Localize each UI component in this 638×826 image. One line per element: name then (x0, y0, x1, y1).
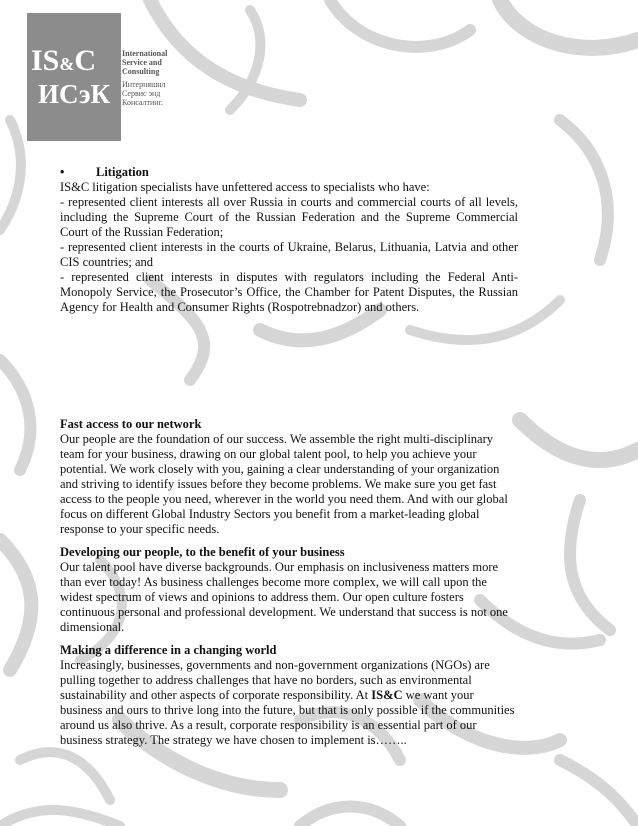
section-body-network: Our people are the foundation of our success. We assemble the right multi-disciplinary team for your business, drawing on our global talent pool, to help you achieve your potential. We work closely with you, gaining a clear understanding of your organization and striving to identify issues before they become problems. We make sure you get fast access to the people you need, wherever in the world you need them. And with our global focus on different Global Industry Sectors you benefit from a market-leading global response to your specific needs. (60, 432, 508, 536)
logo-latin-main: IS (31, 44, 60, 77)
logo-en-line: Service and (122, 58, 162, 67)
section-body-changing-world (60, 658, 518, 748)
logo-latin-end: C (74, 44, 97, 77)
body-text: we want your business and ours to thrive long into the future, but that is only possible if the communities around us also thrive. As a result, corporate responsibility is an essential part of our business strategy. The strategy we have chosen to implement is…….. (60, 688, 515, 747)
company-logo-block (27, 13, 121, 141)
logo-ru-line: Интерняшнл (122, 80, 166, 89)
logo-ru-lines (122, 80, 167, 107)
logo-latin-amp: & (59, 54, 75, 74)
logo-ru-line: Сервис энд (122, 89, 161, 98)
logo-en-line: International (122, 49, 168, 58)
logo-latin-mark (31, 46, 96, 79)
section-title-network: Fast access to our network (60, 417, 202, 431)
bullet-icon: • (60, 165, 65, 179)
logo-en-line: Consulting (122, 67, 160, 76)
section-title-people: Developing our people, to the benefit of your business (60, 545, 345, 559)
litigation-item: - represented client interests in the courts of Ukraine, Belarus, Lithuania, Latvia and other CIS countries; and (60, 240, 518, 269)
litigation-item: - represented client interests in disputes with regulators including the Federal Anti-Monopoly Service, the Prosecutor’s Office, the Chamber for Patent Disputes, the Russian Agency for Health and Consumer Rights (Rospotrebnadzor) and others. (60, 270, 518, 314)
body-text: Increasingly, businesses, governments and non-government organizations (NGOs) are pulling together to address challenges that have no borders, such as environmental sustainability and other aspects of corporate responsibility. At (60, 658, 490, 702)
litigation-item: - represented client interests all over Russia in courts and commercial courts of all levels, including the Supreme Court of the Russian Federation and the Supreme Commercial Court of the Russian Federation; (60, 195, 518, 239)
litigation-intro: IS&C litigation specialists have unfettered access to specialists who have: (60, 180, 430, 194)
document-body (60, 165, 518, 748)
section-body-people: Our talent pool have diverse backgrounds. Our emphasis on inclusiveness matters more than ever today! As business challenges become more complex, we will call upon the widest spectrum of views and opinions to address them. Our open culture fosters continuous personal and professional development. We understand that success is not one dimensional. (60, 560, 508, 634)
logo-cyrillic-mark: ИСэК (38, 79, 111, 109)
brand-name: IS&C (371, 688, 403, 702)
logo-ru-line: Консалтинг. (122, 98, 163, 107)
litigation-title: Litigation (96, 165, 149, 179)
section-title-changing-world: Making a difference in a changing world (60, 643, 277, 657)
litigation-heading (60, 165, 518, 180)
logo-wordmark (122, 49, 167, 107)
